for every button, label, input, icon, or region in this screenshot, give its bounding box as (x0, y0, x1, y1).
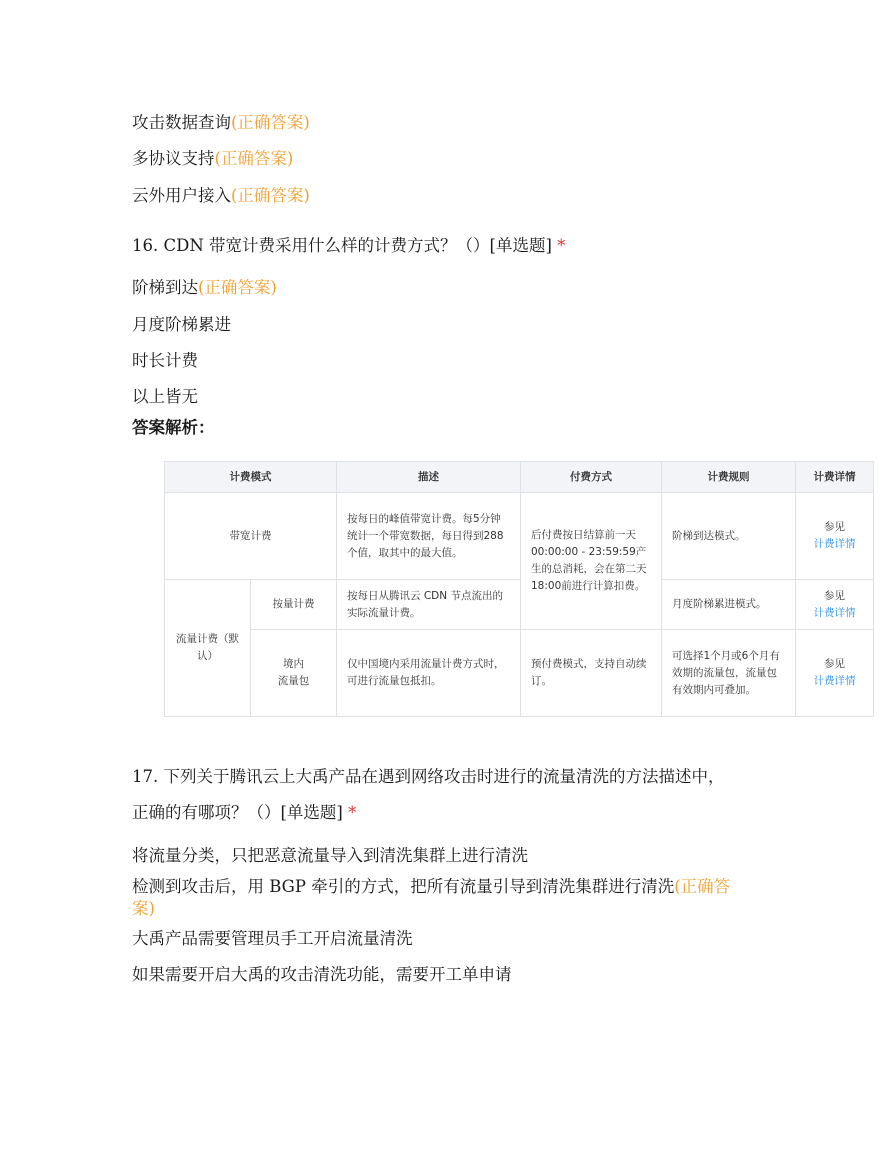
cell-rule: 可选择1个月或6个月有效期的流量包，流量包有效期内可叠加。 (662, 630, 796, 717)
header-billing-mode: 计费模式 (165, 462, 337, 493)
cell-rule: 阶梯到达模式。 (662, 493, 796, 580)
required-star: * (557, 236, 566, 255)
cell-desc: 按每日从腾讯云 CDN 节点流出的实际流量计费。 (337, 579, 521, 629)
option-item: 大禹产品需要管理员手工开启流量清洗 (132, 929, 413, 948)
correct-answer-mark: (正确答案) (231, 113, 310, 132)
option-item: 月度阶梯累进 (132, 315, 231, 334)
cell-pay: 预付费模式，支持自动续订。 (521, 630, 662, 717)
table-row (165, 630, 874, 717)
detail-link[interactable]: 计费详情 (813, 606, 856, 619)
detail-link[interactable]: 计费详情 (813, 538, 856, 551)
table-row (165, 579, 874, 629)
cell-group: 流量计费（默认） (165, 579, 251, 716)
cell-pay: 后付费按日结算前一天00:00:00 - 23:59:59产生的总消耗，会在第二天18:00前进行计算扣费。 (521, 493, 662, 630)
cell-detail: 参见 计费详情 (796, 493, 874, 580)
correct-answer-mark: (正确答案) (198, 278, 277, 297)
header-detail: 计费详情 (796, 462, 874, 493)
option-item: 将流量分类，只把恶意流量导入到清洗集群上进行清洗 (132, 846, 528, 865)
option-item: 检测到攻击后，用 BGP 牵引的方式，把所有流量引导到清洗集群进行清洗(正确答 (132, 877, 731, 896)
option-item: 时长计费 (132, 351, 198, 370)
header-rule: 计费规则 (662, 462, 796, 493)
cell-mode: 带宽计费 (165, 493, 337, 580)
cell-mode: 境内 流量包 (251, 630, 337, 717)
cell-detail: 参见 计费详情 (796, 630, 874, 717)
correct-answer-mark-wrap: 案) (132, 899, 155, 918)
question-17-stem-line2: 正确的有哪项？（）[单选题] * (132, 803, 357, 822)
detail-link[interactable]: 计费详情 (813, 675, 856, 688)
option-item: 阶梯到达(正确答案) (132, 278, 277, 297)
option-item: 多协议支持(正确答案) (132, 149, 294, 168)
option-item: 以上皆无 (132, 387, 198, 406)
correct-answer-mark: (正确答案) (214, 149, 294, 168)
correct-answer-mark: (正确答 (674, 877, 731, 896)
option-item: 攻击数据查询(正确答案) (132, 113, 310, 132)
header-payment: 付费方式 (521, 462, 662, 493)
correct-answer-mark: (正确答案) (231, 186, 310, 205)
table-row (165, 493, 874, 580)
table-header-row (165, 462, 874, 493)
billing-table (164, 461, 873, 717)
cell-detail: 参见 计费详情 (796, 579, 874, 629)
question-17-stem-line1: 17. 下列关于腾讯云上大禹产品在遇到网络攻击时进行的流量清洗的方法描述中， (132, 767, 725, 786)
required-star: * (348, 803, 357, 822)
cell-desc: 按每日的峰值带宽计费。每5分钟统计一个带宽数据，每日得到288个值，取其中的最大值。 (337, 493, 521, 580)
analysis-label: 答案解析： (132, 418, 215, 437)
cell-desc: 仅中国境内采用流量计费方式时，可进行流量包抵扣。 (337, 630, 521, 717)
option-item: 云外用户接入(正确答案) (132, 186, 310, 205)
cell-rule: 月度阶梯累进模式。 (662, 579, 796, 629)
question-16-stem: 16. CDN 带宽计费采用什么样的计费方式？（）[单选题] * (132, 236, 566, 255)
option-item: 如果需要开启大禹的攻击清洗功能，需要开工单申请 (132, 965, 512, 984)
cell-mode: 按量计费 (251, 579, 337, 629)
header-description: 描述 (337, 462, 521, 493)
